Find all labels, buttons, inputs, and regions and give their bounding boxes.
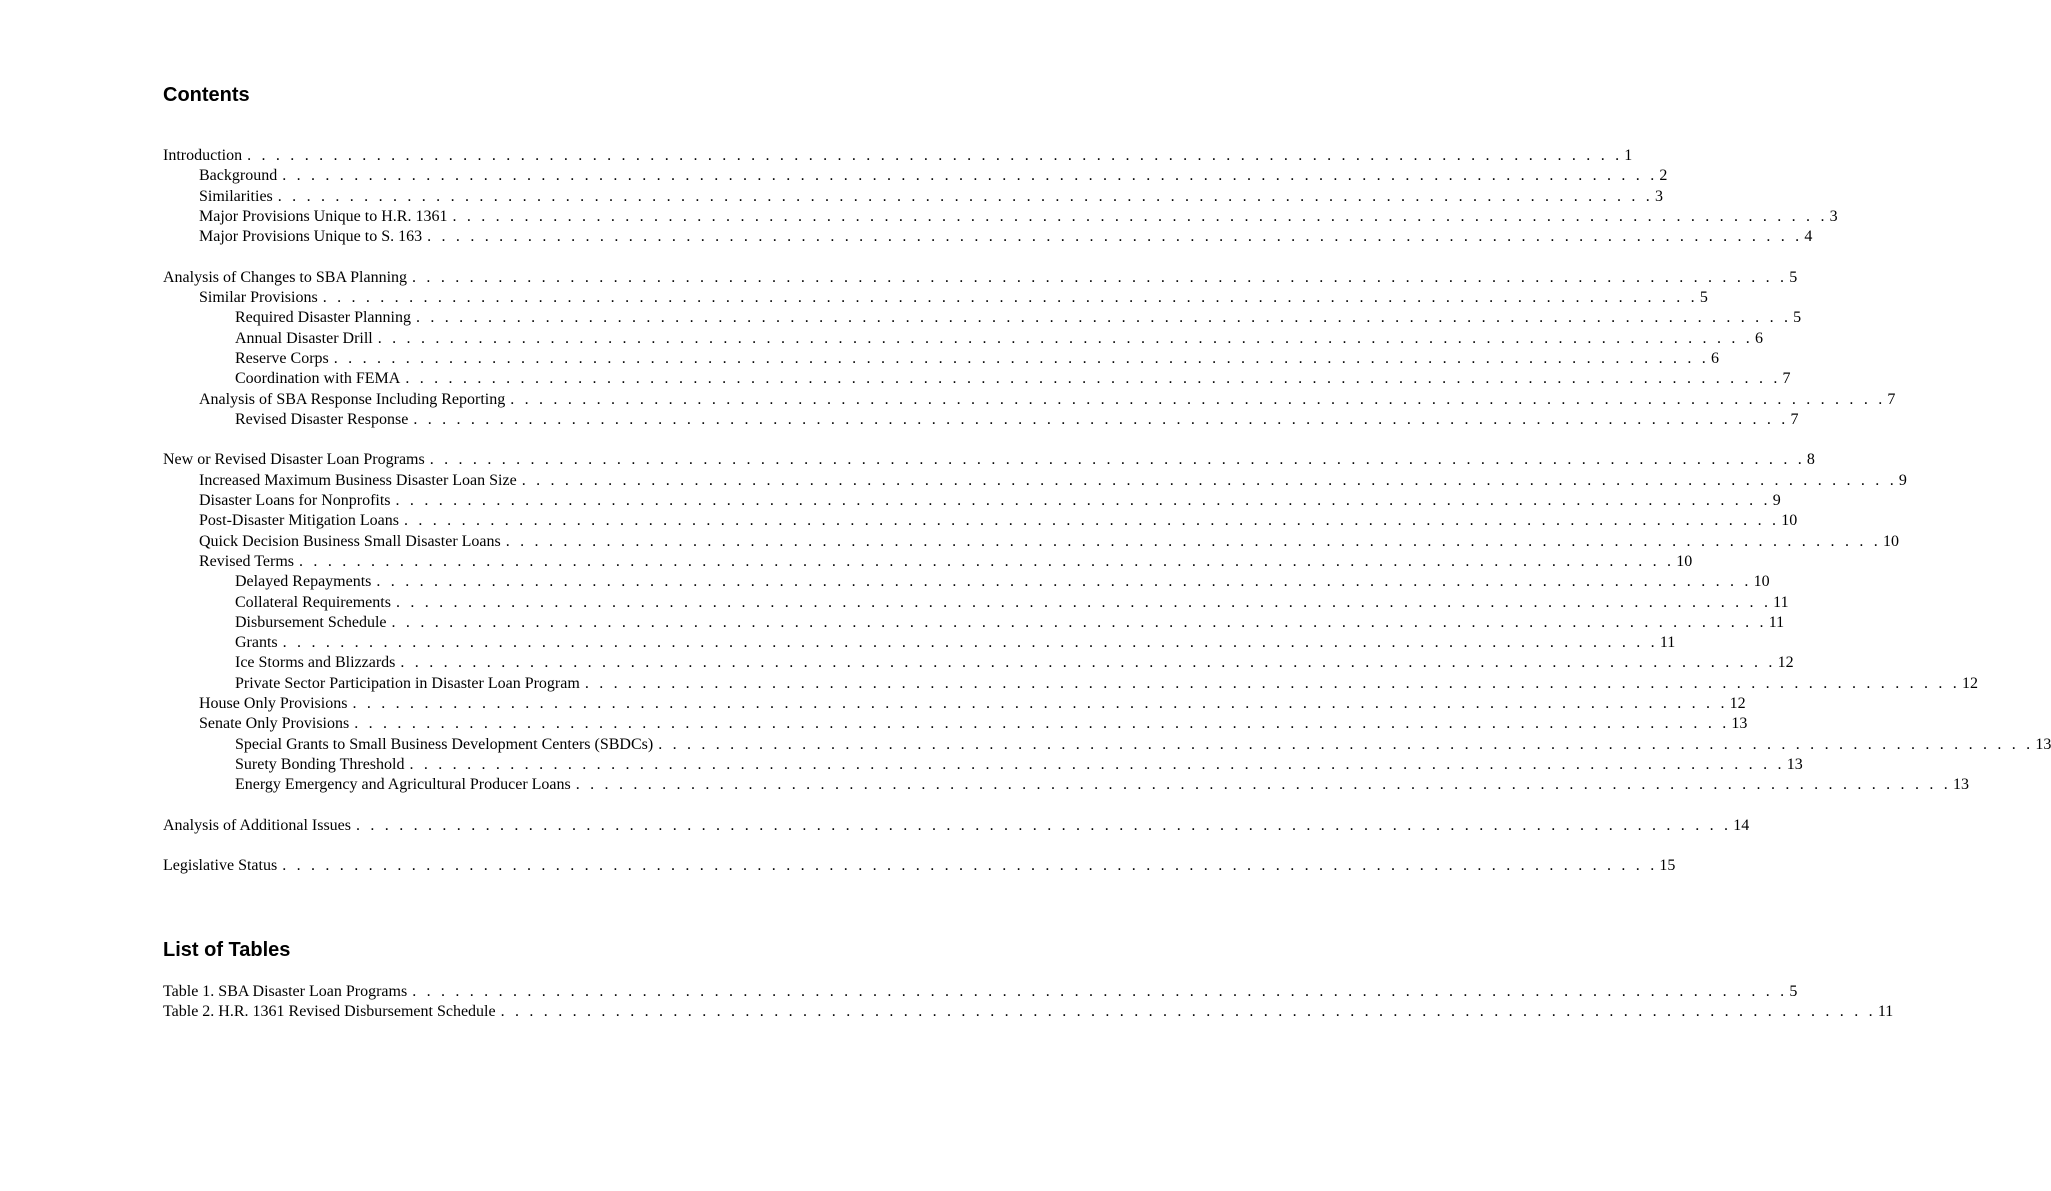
toc-entry[interactable]	[163, 694, 1746, 714]
toc-entry-title: Grants	[235, 634, 278, 652]
toc-entry[interactable]	[163, 511, 1798, 531]
toc-entry-title: Required Disaster Planning	[235, 309, 411, 327]
toc-entry-title: Annual Disaster Drill	[235, 329, 373, 347]
toc-entry-page: 11	[1877, 1003, 1894, 1021]
toc-entry-page: 2	[1659, 167, 1668, 185]
dot-leader: . . . . . . . . . . . . . . . . . . . . . . . . . . . . . . . . . . . . . . . . . . . . . . . . . . . . . . . . . . . . . . . . . . . . . . . . . . . . . . . . . . . . . . . . . . . . . . . .	[429, 451, 1805, 469]
dot-leader: . . . . . . . . . . . . . . . . . . . . . . . . . . . . . . . . . . . . . . . . . . . . . . . . . . . . . . . . . . . . . . . . . . . . . . . . . . . . . . . . . . . . . . . . . . . . . . . .	[352, 695, 1728, 713]
toc-entry[interactable]	[163, 288, 1708, 308]
toc-entry-title: Similar Provisions	[199, 289, 318, 307]
toc-entry-title: Coordination with FEMA	[235, 370, 401, 388]
toc-entry-page: 11	[1773, 593, 1789, 611]
toc-entry[interactable]	[163, 308, 1802, 328]
toc-entry-title: Private Sector Participation in Disaster Loan Program	[235, 674, 580, 692]
toc-entry-title: Revised Disaster Response	[235, 410, 409, 428]
toc-entry-page: 14	[1733, 816, 1750, 834]
toc-entry-page: 13	[1786, 755, 1803, 773]
toc-entry-page: 5	[1793, 309, 1802, 327]
dot-leader: . . . . . . . . . . . . . . . . . . . . . . . . . . . . . . . . . . . . . . . . . . . . . . . . . . . . . . . . . . . . . . . . . . . . . . . . . . . . . . . . . . . . . . . . . . . . . . . .	[658, 735, 2034, 753]
toc-entry-page: 9	[1772, 492, 1781, 510]
toc-entry-title: Quick Decision Business Small Disaster Loans	[199, 532, 501, 550]
toc-entry-page: 3	[1654, 187, 1663, 205]
toc-entry-title: Revised Terms	[199, 552, 295, 570]
toc-entry-title: Introduction	[163, 147, 243, 164]
group-spacer	[163, 836, 758, 856]
dot-leader: . . . . . . . . . . . . . . . . . . . . . . . . . . . . . . . . . . . . . . . . . . . . . . . . . . . . . . . . . . . . . . . . . . . . . . . . . . . . . . . . . . . . . . . . . . . . . . . .	[391, 613, 1767, 631]
list-of-tables-heading: List of Tables	[163, 939, 291, 961]
toc-entry[interactable]	[163, 593, 1789, 613]
toc-entry-page: 7	[1887, 390, 1896, 408]
toc-entry-title: Post-Disaster Mitigation Loans	[199, 512, 399, 530]
toc-entry-title: House Only Provisions	[199, 695, 348, 713]
toc-entry-page: 7	[1790, 410, 1799, 428]
dot-leader: . . . . . . . . . . . . . . . . . . . . . . . . . . . . . . . . . . . . . . . . . . . . . . . . . . . . . . . . . . . . . . . . . . . . . . . . . . . . . . . . . . . . . . . . . . . . . . . .	[376, 573, 1752, 591]
dot-leader: . . . . . . . . . . . . . . . . . . . . . . . . . . . . . . . . . . . . . . . . . . . . . . . . . . . . . . . . . . . . . . . . . . . . . . . . . . . . . . . . . . . . . . . . . . . . . . . .	[282, 167, 1658, 185]
toc-entry[interactable]	[163, 410, 1799, 430]
toc-entry-page: 8	[1806, 451, 1815, 469]
toc-entry[interactable]	[163, 653, 1794, 673]
toc-entry-title: Similarities	[199, 187, 273, 205]
dot-leader: . . . . . . . . . . . . . . . . . . . . . . . . . . . . . . . . . . . . . . . . . . . . . . . . . . . . . . . . . . . . . . . . . . . . . . . . . . . . . . . . . . . . . . . . . . . . . . . .	[333, 349, 1709, 367]
dot-leader: . . . . . . . . . . . . . . . . . . . . . . . . . . . . . . . . . . . . . . . . . . . . . . . . . . . . . . . . . . . . . . . . . . . . . . . . . . . . . . . . . . . . . . . . . . . . . . . .	[282, 634, 1658, 652]
toc-entry-title: Ice Storms and Blizzards	[235, 654, 396, 672]
toc-entry[interactable]	[163, 369, 1791, 389]
dot-leader: . . . . . . . . . . . . . . . . . . . . . . . . . . . . . . . . . . . . . . . . . . . . . . . . . . . . . . . . . . . . . . . . . . . . . . . . . . . . . . . . . . . . . . . . . . . . . . . .	[395, 492, 1771, 510]
toc-entry-title: Senate Only Provisions	[199, 715, 350, 733]
dot-leader: . . . . . . . . . . . . . . . . . . . . . . . . . . . . . . . . . . . . . . . . . . . . . . . . . . . . . . . . . . . . . . . . . . . . . . . . . . . . . . . . . . . . . . . . . . . . . . . .	[356, 816, 1732, 834]
toc-entry[interactable]	[163, 775, 1969, 795]
toc-entry[interactable]	[163, 491, 1781, 511]
dot-leader: . . . . . . . . . . . . . . . . . . . . . . . . . . . . . . . . . . . . . . . . . . . . . . . . . . . . . . . . . . . . . . . . . . . . . . . . . . . . . . . . . . . . . . . . . . . . . . . .	[322, 289, 1698, 307]
group-spacer	[163, 247, 758, 267]
dot-leader: . . . . . . . . . . . . . . . . . . . . . . . . . . . . . . . . . . . . . . . . . . . . . . . . . . . . . . . . . . . . . . . . . . . . . . . . . . . . . . . . . . . . . . . . . . . . . . . .	[427, 228, 1803, 246]
toc-entry[interactable]	[163, 450, 1815, 470]
dot-leader: . . . . . . . . . . . . . . . . . . . . . . . . . . . . . . . . . . . . . . . . . . . . . . . . . . . . . . . . . . . . . . . . . . . . . . . . . . . . . . . . . . . . . . . . . . . . . . . .	[403, 512, 1780, 530]
dot-leader: . . . . . . . . . . . . . . . . . . . . . . . . . . . . . . . . . . . . . . . . . . . . . . . . . . . . . . . . . . . . . . . . . . . . . . . . . . . . . . . . . . . . . . . . . . . . . . . .	[500, 1003, 1876, 1021]
dot-leader: . . . . . . . . . . . . . . . . . . . . . . . . . . . . . . . . . . . . . . . . . . . . . . . . . . . . . . . . . . . . . . . . . . . . . . . . . . . . . . . . . . . . . . . . . . . . . . . .	[505, 532, 1881, 550]
dot-leader: . . . . . . . . . . . . . . . . . . . . . . . . . . . . . . . . . . . . . . . . . . . . . . . . . . . . . . . . . . . . . . . . . . . . . . . . . . . . . . . . . . . . . . . . . . . . . . . .	[575, 776, 1951, 794]
group-spacer	[163, 796, 758, 816]
toc-entry-title: Analysis of Additional Issues	[163, 816, 351, 834]
toc-entry[interactable]	[163, 856, 1676, 876]
toc-entry[interactable]	[163, 633, 1676, 653]
dot-leader: . . . . . . . . . . . . . . . . . . . . . . . . . . . . . . . . . . . . . . . . . . . . . . . . . . . . . . . . . . . . . . . . . . . . . . . . . . . . . . . . . . . . . . . . . . . . . . . .	[299, 552, 1675, 570]
toc-entry[interactable]	[163, 349, 1719, 369]
toc-entry-page: 3	[1829, 207, 1838, 225]
dot-leader: . . . . . . . . . . . . . . . . . . . . . . . . . . . . . . . . . . . . . . . . . . . . . . . . . . . . . . . . . . . . . . . . . . . . . . . . . . . . . . . . . . . . . . . . . . . . . . . .	[584, 674, 1961, 692]
dot-leader: . . . . . . . . . . . . . . . . . . . . . . . . . . . . . . . . . . . . . . . . . . . . . . . . . . . . . . . . . . . . . . . . . . . . . . . . . . . . . . . . . . . . . . . . . . . . . . . .	[354, 715, 1730, 733]
toc-entry-page: 10	[1781, 512, 1798, 530]
dot-leader: . . . . . . . . . . . . . . . . . . . . . . . . . . . . . . . . . . . . . . . . . . . . . . . . . . . . . . . . . . . . . . . . . . . . . . . . . . . . . . . . . . . . . . . . . . . . . . . .	[247, 147, 1623, 164]
toc-entry[interactable]	[163, 613, 1785, 633]
toc-entry-title: Major Provisions Unique to S. 163	[199, 228, 423, 246]
toc-entry-page: 13	[2035, 735, 2051, 753]
toc-entry[interactable]	[163, 146, 1633, 166]
toc-entry-title: Legislative Status	[163, 857, 278, 875]
toc-entry-title: New or Revised Disaster Loan Programs	[163, 451, 425, 469]
dot-leader: . . . . . . . . . . . . . . . . . . . . . . . . . . . . . . . . . . . . . . . . . . . . . . . . . . . . . . . . . . . . . . . . . . . . . . . . . . . . . . . . . . . . . . . . . . . . . . . .	[282, 857, 1658, 875]
toc-entry[interactable]	[163, 755, 1803, 775]
dot-leader: . . . . . . . . . . . . . . . . . . . . . . . . . . . . . . . . . . . . . . . . . . . . . . . . . . . . . . . . . . . . . . . . . . . . . . . . . . . . . . . . . . . . . . . . . . . . . . . .	[377, 329, 1753, 347]
toc-entry-page: 6	[1754, 329, 1763, 347]
toc-entry-page: 12	[1962, 674, 1979, 692]
toc-entry-page: 5	[1699, 289, 1708, 307]
toc-entry-page: 4	[1804, 228, 1813, 246]
toc-entry-title: Table 1. SBA Disaster Loan Programs	[163, 983, 408, 1000]
toc-entry[interactable]	[163, 572, 1770, 592]
toc-entry[interactable]	[163, 735, 2051, 755]
toc-entry-page: 9	[1898, 471, 1907, 489]
toc-entry-page: 11	[1659, 634, 1676, 652]
toc-entry-page: 10	[1882, 532, 1899, 550]
dot-leader: . . . . . . . . . . . . . . . . . . . . . . . . . . . . . . . . . . . . . . . . . . . . . . . . . . . . . . . . . . . . . . . . . . . . . . . . . . . . . . . . . . . . . . . . . . . . . . . .	[405, 370, 1781, 388]
dot-leader: . . . . . . . . . . . . . . . . . . . . . . . . . . . . . . . . . . . . . . . . . . . . . . . . . . . . . . . . . . . . . . . . . . . . . . . . . . . . . . . . . . . . . . . . . . . . . . . .	[400, 654, 1776, 672]
dot-leader: . . . . . . . . . . . . . . . . . . . . . . . . . . . . . . . . . . . . . . . . . . . . . . . . . . . . . . . . . . . . . . . . . . . . . . . . . . . . . . . . . . . . . . . . . . . . . . . .	[415, 309, 1792, 327]
toc-entry[interactable]	[163, 187, 1663, 207]
dot-leader: . . . . . . . . . . . . . . . . . . . . . . . . . . . . . . . . . . . . . . . . . . . . . . . . . . . . . . . . . . . . . . . . . . . . . . . . . . . . . . . . . . . . . . . . . . . . . . . .	[409, 755, 1785, 773]
toc-entry[interactable]	[163, 268, 1798, 288]
toc-entry[interactable]	[163, 329, 1763, 349]
toc-entry-page: 7	[1782, 370, 1791, 388]
dot-leader: . . . . . . . . . . . . . . . . . . . . . . . . . . . . . . . . . . . . . . . . . . . . . . . . . . . . . . . . . . . . . . . . . . . . . . . . . . . . . . . . . . . . . . . . . . . . . . . .	[277, 187, 1653, 205]
toc-entry-page: 5	[1789, 268, 1798, 286]
toc-entry-title: Disbursement Schedule	[235, 613, 387, 631]
toc-entry-page: 6	[1710, 349, 1719, 367]
group-spacer	[163, 430, 758, 450]
toc-entry-title: Table 2. H.R. 1361 Revised Disbursement Schedule	[163, 1003, 496, 1021]
dot-leader: . . . . . . . . . . . . . . . . . . . . . . . . . . . . . . . . . . . . . . . . . . . . . . . . . . . . . . . . . . . . . . . . . . . . . . . . . . . . . . . . . . . . . . . . . . . . . . . .	[521, 471, 1897, 489]
dot-leader: . . . . . . . . . . . . . . . . . . . . . . . . . . . . . . . . . . . . . . . . . . . . . . . . . . . . . . . . . . . . . . . . . . . . . . . . . . . . . . . . . . . . . . . . . . . . . . . .	[395, 593, 1772, 611]
toc-entry-page: 13	[1731, 715, 1748, 733]
contents-list	[163, 146, 2051, 877]
toc-entry[interactable]	[163, 207, 1838, 227]
toc-entry-title: Increased Maximum Business Disaster Loan Size	[199, 471, 517, 489]
dot-leader: . . . . . . . . . . . . . . . . . . . . . . . . . . . . . . . . . . . . . . . . . . . . . . . . . . . . . . . . . . . . . . . . . . . . . . . . . . . . . . . . . . . . . . . . . . . . . . . .	[510, 390, 1886, 408]
toc-entry[interactable]	[163, 552, 1693, 572]
dot-leader: . . . . . . . . . . . . . . . . . . . . . . . . . . . . . . . . . . . . . . . . . . . . . . . . . . . . . . . . . . . . . . . . . . . . . . . . . . . . . . . . . . . . . . . . . . . . . . . .	[412, 268, 1788, 286]
toc-entry-title: Analysis of Changes to SBA Planning	[163, 268, 408, 286]
toc-entry-page: 12	[1729, 695, 1746, 713]
toc-entry[interactable]	[163, 227, 1813, 247]
toc-entry-title: Disaster Loans for Nonprofits	[199, 492, 391, 510]
toc-entry-title: Delayed Repayments	[235, 573, 372, 591]
toc-entry-page: 10	[1753, 573, 1770, 591]
toc-entry-title: Energy Emergency and Agricultural Producer Loans	[235, 776, 571, 794]
toc-entry-page: 10	[1676, 552, 1693, 570]
toc-entry-title: Major Provisions Unique to H.R. 1361	[199, 207, 448, 225]
toc-entry-page: 1	[1624, 147, 1633, 164]
list-of-tables	[163, 982, 1894, 1023]
toc-entry-title: Special Grants to Small Business Development Centers (SBDCs)	[235, 735, 654, 753]
contents-heading: Contents	[163, 84, 250, 106]
toc-entry[interactable]	[163, 1002, 1894, 1022]
toc-entry-page: 13	[1952, 776, 1969, 794]
toc-entry[interactable]	[163, 166, 1668, 186]
toc-entry[interactable]	[163, 674, 1979, 694]
toc-entry[interactable]	[163, 471, 1907, 491]
dot-leader: . . . . . . . . . . . . . . . . . . . . . . . . . . . . . . . . . . . . . . . . . . . . . . . . . . . . . . . . . . . . . . . . . . . . . . . . . . . . . . . . . . . . . . . . . . . . . . . .	[412, 983, 1788, 1000]
toc-entry[interactable]	[163, 714, 1748, 734]
toc-entry-page: 5	[1789, 983, 1798, 1000]
dot-leader: . . . . . . . . . . . . . . . . . . . . . . . . . . . . . . . . . . . . . . . . . . . . . . . . . . . . . . . . . . . . . . . . . . . . . . . . . . . . . . . . . . . . . . . . . . . . . . . .	[413, 410, 1789, 428]
dot-leader: . . . . . . . . . . . . . . . . . . . . . . . . . . . . . . . . . . . . . . . . . . . . . . . . . . . . . . . . . . . . . . . . . . . . . . . . . . . . . . . . . . . . . . . . . . . . . . . .	[452, 207, 1828, 225]
toc-entry-title: Analysis of SBA Response Including Reporting	[199, 390, 506, 408]
toc-entry-page: 12	[1777, 654, 1794, 672]
toc-entry[interactable]	[163, 532, 1899, 552]
toc-entry[interactable]	[163, 390, 1896, 410]
toc-entry-title: Reserve Corps	[235, 349, 329, 367]
toc-entry[interactable]	[163, 816, 1750, 836]
toc-entry-title: Background	[199, 167, 278, 185]
toc-entry-page: 11	[1768, 613, 1785, 631]
toc-entry-page: 15	[1659, 857, 1676, 875]
toc-entry[interactable]	[163, 982, 1798, 1002]
toc-entry-title: Collateral Requirements	[235, 593, 391, 611]
toc-entry-title: Surety Bonding Threshold	[235, 755, 405, 773]
